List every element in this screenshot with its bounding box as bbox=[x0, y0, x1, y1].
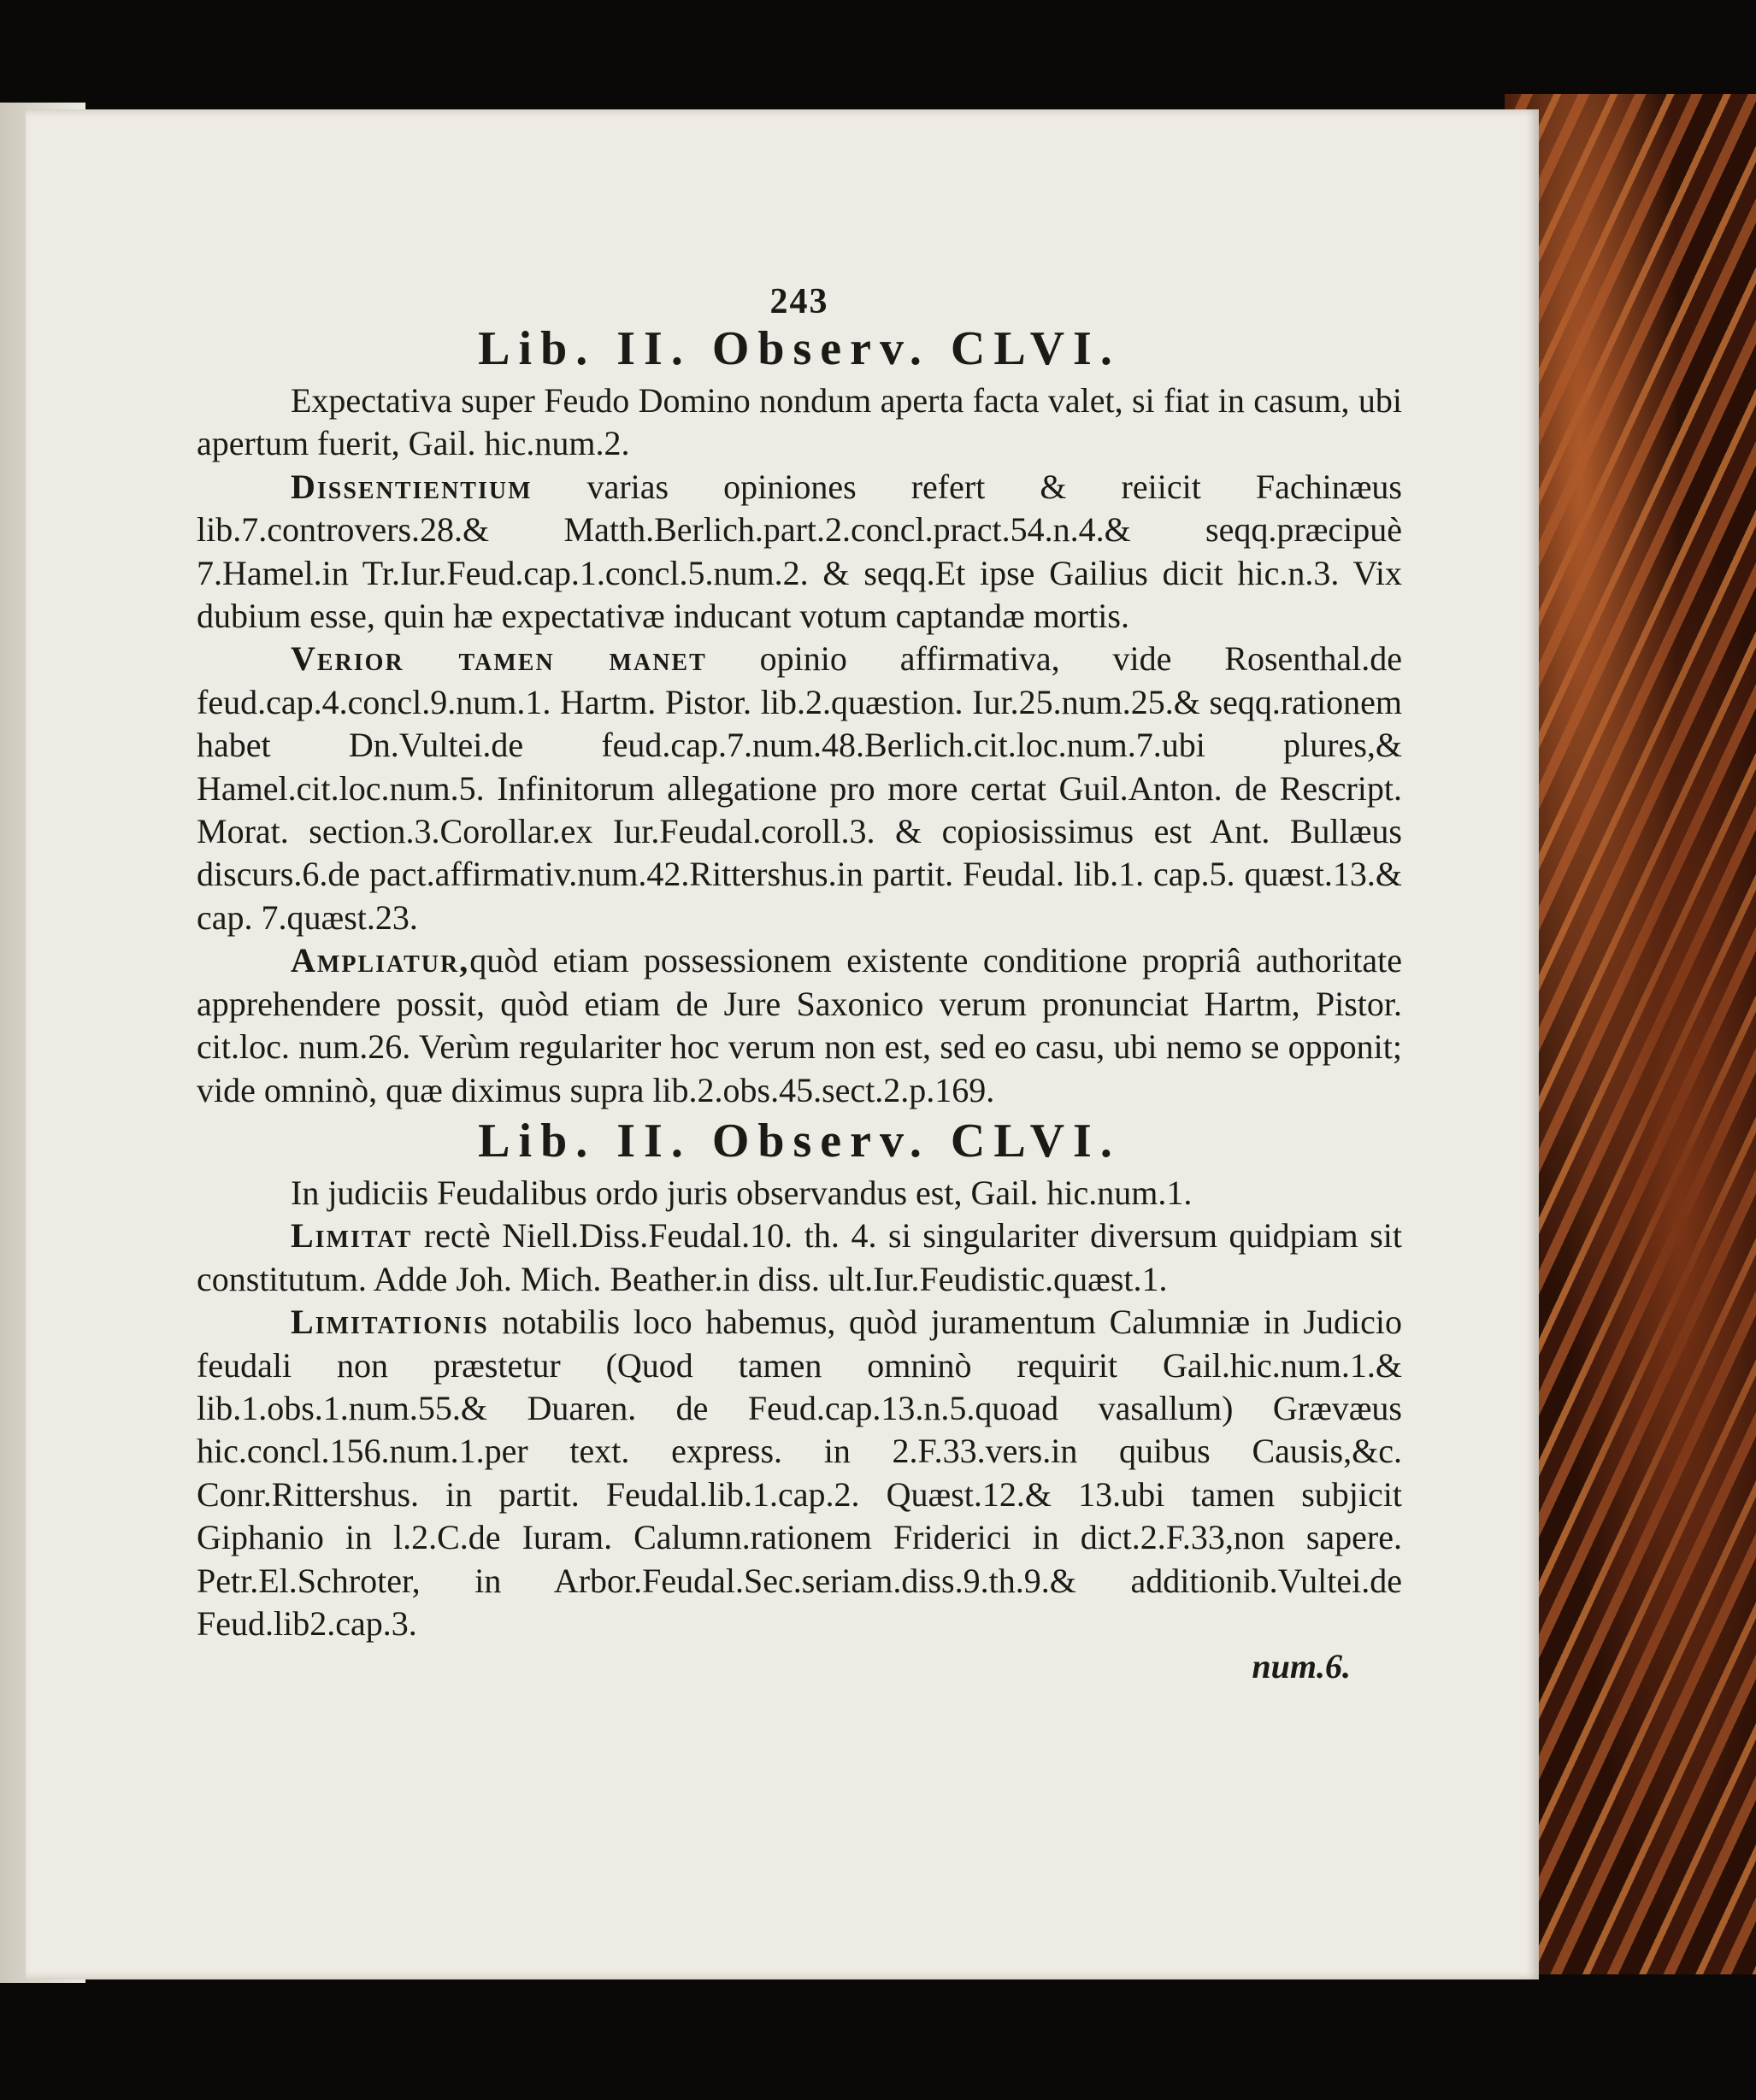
marble-endpaper bbox=[1505, 94, 1756, 1974]
paragraph-7-lead: Limitationis bbox=[291, 1303, 489, 1342]
book-page bbox=[26, 109, 1539, 1979]
paragraph-6 bbox=[197, 1215, 1402, 1301]
paragraph-4-lead: Ampliatur, bbox=[291, 941, 470, 980]
paragraph-3 bbox=[197, 638, 1402, 939]
paragraph-4 bbox=[197, 939, 1402, 1112]
paragraph-6-lead: Limitat bbox=[291, 1216, 413, 1256]
paragraph-3-body: opinio affirmativa, vide Rosenthal.de feud.cap.4.concl.9.num.1. Hartm. Pistor. lib.2.quæstion. Iur.25.num.25.& seqq.rationem habet Dn.Vultei.de feud.cap.7.num.48.Berlich.cit.loc.num.7.ubi plures,& Hamel.cit.loc.num.5. Infinitorum allegatione pro more certat Guil.Anton. de Rescript. Morat. section.3.Corollar.ex Iur.Feudal.coroll.3. & copiosissimus est Ant. Bullæus discurs.6.de pact.affirmativ.num.42.Rittershus.in partit. Feudal. lib.1. cap.5. quæst.13.& cap. 7.quæst.23. bbox=[197, 639, 1403, 937]
paragraph-7 bbox=[197, 1301, 1402, 1645]
paragraph-2-body: varias opiniones refert & reiicit Fachinæus lib.7.controvers.28.& Matth.Berlich.part.2.concl.pract.54.n.4.& seqq.præcipuè 7.Hamel.in Tr.Iur.Feud.cap.1.concl.5.num.2. & seqq.Et ipse Gailius dicit hic.n.3. Vix dubium esse, quin hæ expectativæ inducant votum captandæ mortis. bbox=[197, 467, 1402, 636]
observation-heading-2: Lib. II. Observ. CLVI. bbox=[478, 1114, 1121, 1168]
paragraph-6-body: rectè Niell.Diss.Feudal.10. th. 4. si singulariter diversum quidpiam sit constitutum. Adde Joh. Mich. Beather.in diss. ult.Iur.Feudistic.quæst.1. bbox=[197, 1216, 1402, 1298]
paragraph-2 bbox=[197, 466, 1402, 638]
page-number: 243 bbox=[769, 282, 829, 321]
paragraph-1: Expectativa super Feudo Domino nondum aperta facta valet, si fiat in casum, ubi apertum fuerit, Gail. hic.num.2. bbox=[197, 381, 1402, 463]
paragraph-7-body: notabilis loco habemus, quòd juramentum Calumniæ in Judicio feudali non præstetur (Quod tamen omninò requirit Gail.hic.num.1.& lib.1.obs.1.num.55.& Duaren. de Feud.cap.13.n.5.quoad vasallum) Grævæus hic.concl.156.num.1.per text. express. in 2.F.33.vers.in quibus Causis,&c. Conr.Rittershus. in partit. Feudal.lib.1.cap.2. Quæst.12.& 13.ubi tamen subjicit Giphanio in l.2.C.de Iuram. Calumn.rationem Friderici in dict.2.F.33,non sapere. Petr.El.Schroter, in Arbor.Feudal.Sec.seriam.diss.9.th.9.& additionib.Vultei.de Feud.lib2.cap.3. bbox=[197, 1303, 1402, 1643]
observation-heading-1: Lib. II. Observ. CLVI. bbox=[478, 322, 1121, 375]
catchword: num.6. bbox=[1252, 1647, 1351, 1686]
paragraph-2-lead: Dissentientium bbox=[291, 467, 533, 506]
paragraph-3-lead: Verior tamen manet bbox=[291, 639, 707, 679]
paragraph-5: In judiciis Feudalibus ordo juris observandus est, Gail. hic.num.1. bbox=[291, 1173, 1193, 1212]
text-block bbox=[197, 280, 1402, 1689]
paragraph-4-body: quòd etiam possessionem existente conditione propriâ authoritate apprehendere possit, quòd etiam de Jure Saxonico verum pronunciat Hartm, Pistor. cit.loc. num.26. Verùm regulariter hoc verum non est, sed eo casu, ubi nemo se opponit; vide omninò, quæ diximus supra lib.2.obs.45.sect.2.p.169. bbox=[197, 941, 1402, 1109]
